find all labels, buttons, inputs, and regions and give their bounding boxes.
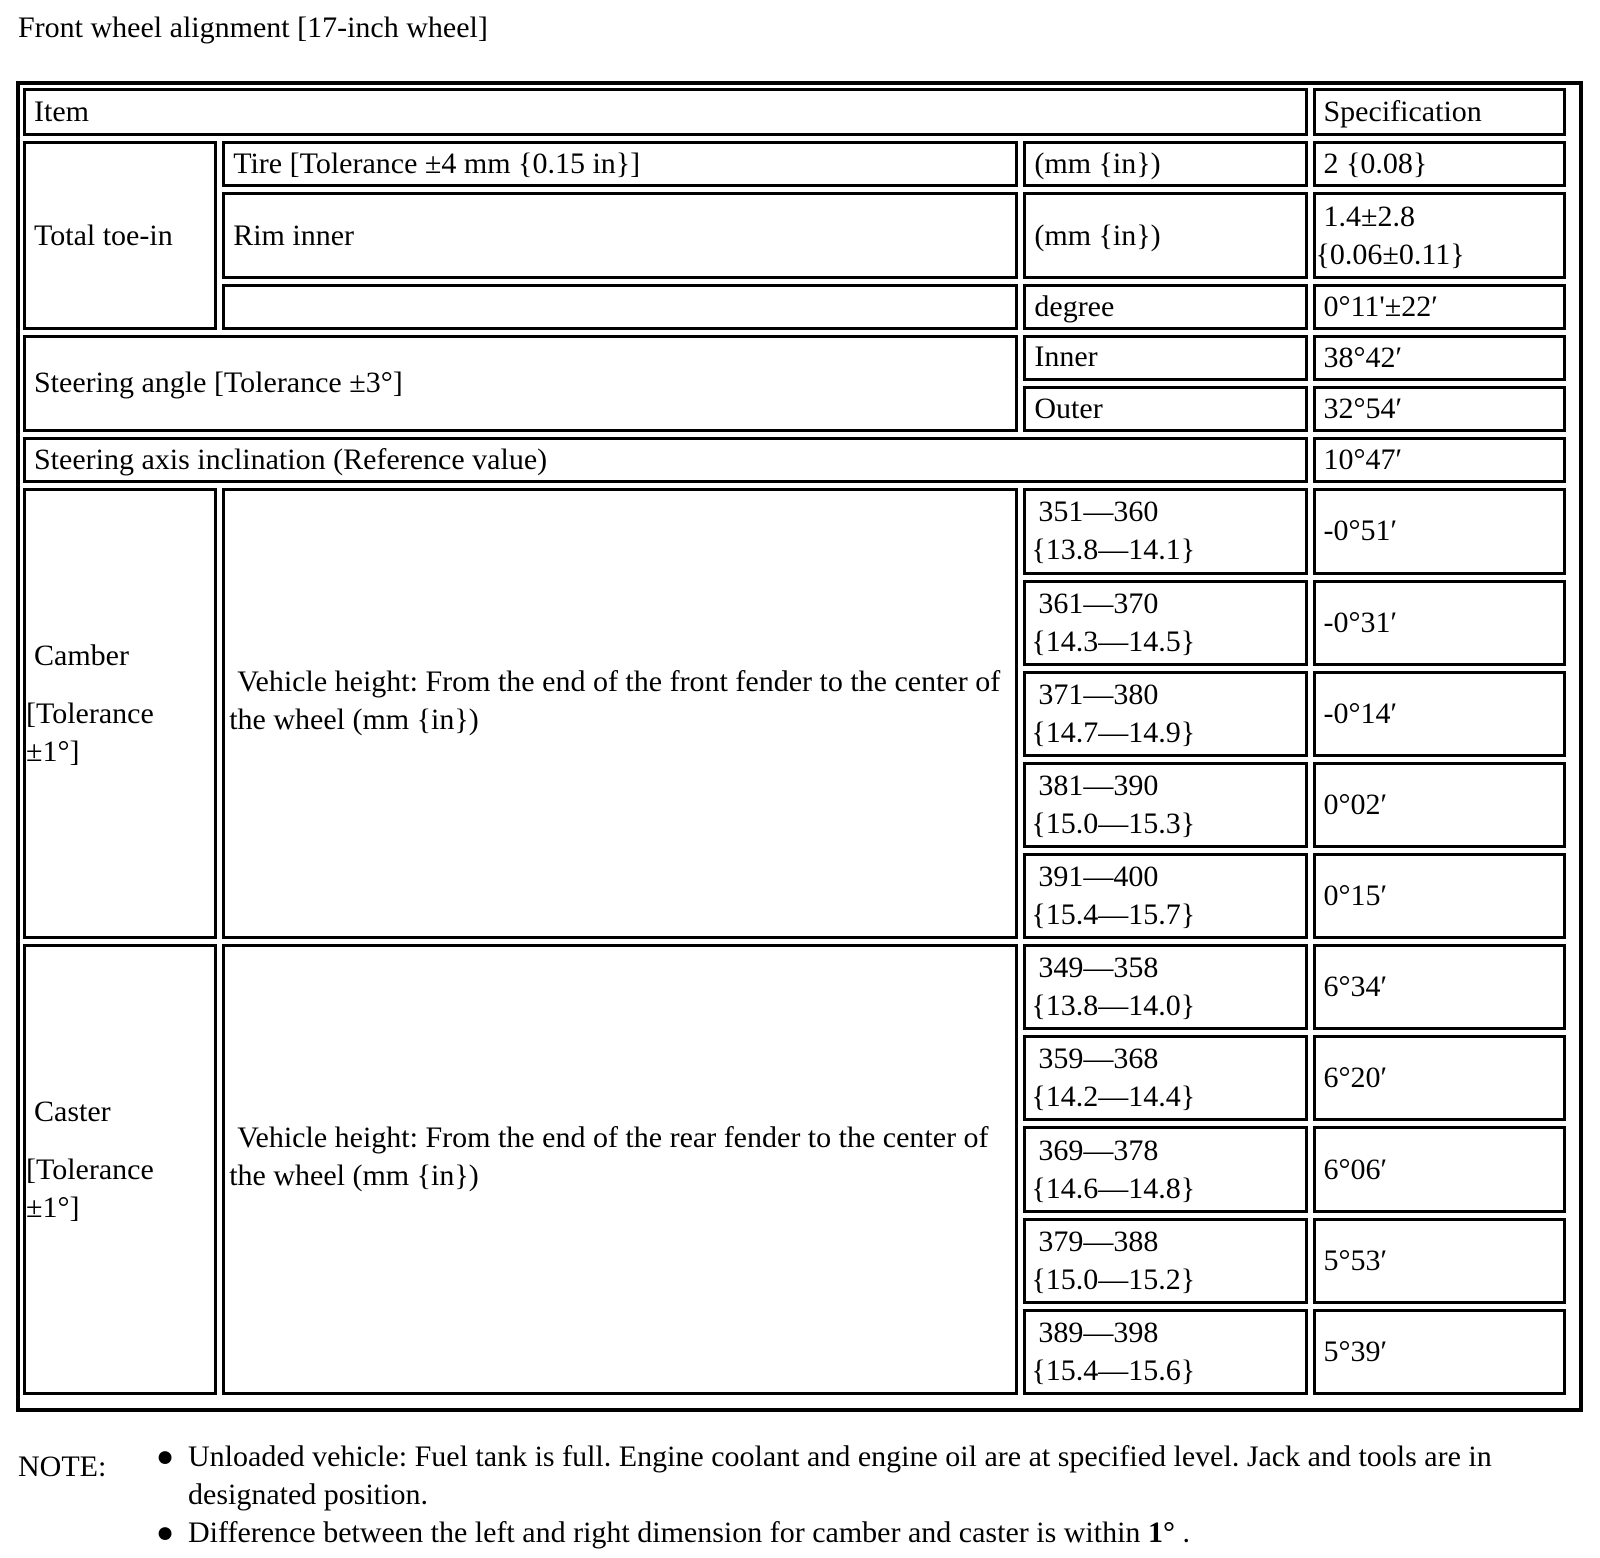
note-label: NOTE: <box>18 1450 107 1483</box>
header-row <box>23 88 1566 136</box>
axis-value: 10°47′ <box>1313 437 1567 484</box>
caster-range-in: {13.8—14.0} <box>1031 989 1196 1023</box>
steering-inner-label: Inner <box>1023 335 1307 381</box>
caster-range <box>1023 1126 1307 1212</box>
toe-rim-desc: Rim inner <box>222 192 1018 278</box>
camber-range-in: {15.4—15.7} <box>1031 898 1196 932</box>
alignment-table <box>16 81 1583 1412</box>
caster-row <box>23 944 1566 1030</box>
caster-range <box>1023 1218 1307 1304</box>
axis-row <box>23 437 1566 484</box>
caster-range-mm: 359—368 <box>1038 1042 1159 1076</box>
camber-range <box>1023 671 1307 757</box>
camber-value: 0°02′ <box>1313 762 1567 848</box>
toe-rim-value-line1: 1.4±2.8 <box>1323 199 1415 233</box>
page-title: Front wheel alignment [17-inch wheel] <box>18 11 488 44</box>
toe-rim-row <box>23 192 1566 278</box>
camber-range-mm: 381—390 <box>1038 768 1159 802</box>
camber-range-mm: 391—400 <box>1038 860 1159 894</box>
steering-outer-label: Outer <box>1023 386 1307 432</box>
note-item-text: Unloaded vehicle: Fuel tank is full. Engine coolant and engine oil are at specified level. Jack and tools are in designated position. <box>188 1440 1492 1511</box>
toe-rim-unit: (mm {in}) <box>1023 192 1307 278</box>
camber-value: -0°14′ <box>1313 671 1567 757</box>
toe-tire-value: 2 {0.08} <box>1313 141 1567 188</box>
caster-range-in: {15.0—15.2} <box>1031 1262 1196 1296</box>
caster-tolerance-line1: [Tolerance <box>26 1152 154 1186</box>
camber-range <box>1023 853 1307 939</box>
camber-tolerance-line2: ±1°] <box>26 734 80 768</box>
toe-label: Total toe-in <box>23 141 217 331</box>
toe-degree-unit: degree <box>1023 284 1307 331</box>
caster-label-cell <box>23 944 217 1395</box>
header-item: Item <box>23 88 1308 136</box>
caster-range-in: {14.6—14.8} <box>1031 1171 1196 1205</box>
camber-row <box>23 488 1566 574</box>
note-item <box>138 1514 1598 1552</box>
toe-degree-row <box>23 284 1566 331</box>
toe-degree-desc <box>222 284 1018 331</box>
caster-value: 6°20′ <box>1313 1035 1567 1121</box>
caster-value: 6°34′ <box>1313 944 1567 1030</box>
toe-rim-value <box>1313 192 1567 278</box>
header-spec: Specification <box>1313 88 1567 136</box>
camber-value: 0°15′ <box>1313 853 1567 939</box>
camber-value: -0°31′ <box>1313 580 1567 666</box>
alignment-table-grid <box>18 83 1571 1400</box>
toe-tire-desc: Tire [Tolerance ±4 mm {0.15 in}] <box>222 141 1018 188</box>
note-item-text: Difference between the left and right dimension for camber and caster is within <box>188 1516 1141 1549</box>
camber-range-in: {15.0—15.3} <box>1031 806 1196 840</box>
note-suffix: . <box>1174 1516 1190 1549</box>
camber-range-mm: 351—360 <box>1038 495 1159 529</box>
toe-rim-value-line2: {0.06±0.11} <box>1315 237 1465 271</box>
camber-range-mm: 361—370 <box>1038 586 1159 620</box>
caster-label: Caster <box>34 1094 111 1128</box>
steering-inner-row <box>23 335 1566 381</box>
caster-range-in: {14.2—14.4} <box>1031 1080 1196 1114</box>
camber-range-in: {13.8—14.1} <box>1031 533 1196 567</box>
camber-range <box>1023 762 1307 848</box>
caster-value: 5°53′ <box>1313 1218 1567 1304</box>
caster-range-mm: 349—358 <box>1038 951 1159 985</box>
caster-height-desc: Vehicle height: From the end of the rear fender to the center of the wheel (mm {in}) <box>222 944 1018 1395</box>
caster-range <box>1023 1035 1307 1121</box>
note-list <box>138 1438 1598 1552</box>
caster-range <box>1023 944 1307 1030</box>
steering-label: Steering angle [Tolerance ±3°] <box>23 335 1018 431</box>
caster-range <box>1023 1309 1307 1395</box>
bullet-icon: ● <box>156 1516 175 1549</box>
camber-value: -0°51′ <box>1313 488 1567 574</box>
caster-value: 6°06′ <box>1313 1126 1567 1212</box>
toe-tire-unit: (mm {in}) <box>1023 141 1307 188</box>
toe-degree-value: 0°11'±22′ <box>1313 284 1567 331</box>
caster-range-mm: 379—388 <box>1038 1224 1159 1258</box>
steering-inner-value: 38°42′ <box>1313 335 1567 381</box>
camber-range-in: {14.3—14.5} <box>1031 624 1196 658</box>
note-emphasis: 1° <box>1147 1516 1175 1549</box>
caster-value: 5°39′ <box>1313 1309 1567 1395</box>
caster-range-mm: 369—378 <box>1038 1133 1159 1167</box>
camber-height-desc: Vehicle height: From the end of the front fender to the center of the wheel (mm {in}) <box>222 488 1018 939</box>
camber-label-cell <box>23 488 217 939</box>
camber-range-in: {14.7—14.9} <box>1031 715 1196 749</box>
caster-range-mm: 389—398 <box>1038 1315 1159 1349</box>
steering-outer-value: 32°54′ <box>1313 386 1567 432</box>
bullet-icon: ● <box>156 1440 175 1473</box>
camber-range <box>1023 580 1307 666</box>
camber-label: Camber <box>34 638 129 672</box>
toe-tire-row <box>23 141 1566 188</box>
camber-range <box>1023 488 1307 574</box>
camber-range-mm: 371—380 <box>1038 677 1159 711</box>
caster-tolerance-line2: ±1°] <box>26 1190 80 1224</box>
caster-range-in: {15.4—15.6} <box>1031 1353 1196 1387</box>
note-item <box>138 1438 1598 1514</box>
camber-tolerance-line1: [Tolerance <box>26 696 154 730</box>
axis-label: Steering axis inclination (Reference value) <box>23 437 1308 484</box>
